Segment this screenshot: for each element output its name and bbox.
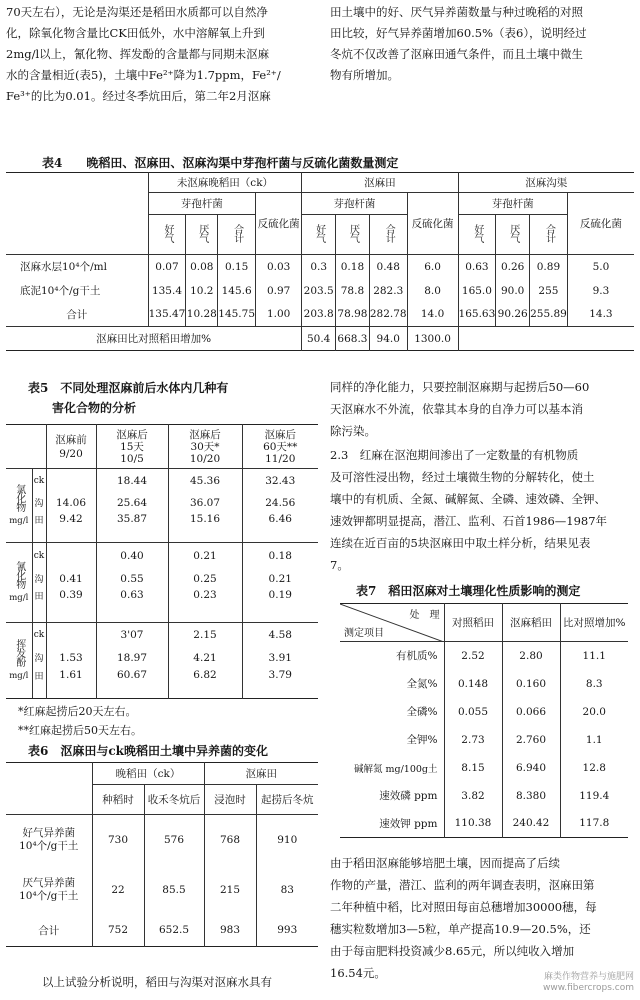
header-line: 10/20 (189, 452, 221, 465)
table-cell: 8.3 (585, 677, 603, 690)
table-cell: 4.21 (168, 647, 242, 669)
table-cell: 0.89 (530, 255, 568, 279)
corner-top-label: 处 理 (409, 610, 440, 621)
text-line: 由于稻田沤麻能够培肥土壤，因而提高了后续 (330, 856, 560, 870)
table7-col-header: 沤麻稻田 (502, 604, 560, 642)
table-cell: 9.42 (46, 513, 96, 543)
table-cell: 22 (92, 865, 144, 915)
table-cell: 20.0 (582, 705, 606, 718)
table4-leaf-header: 合计 (543, 224, 555, 242)
table-cell: 45.36 (168, 469, 242, 493)
label-line: 厌气异养菌 (22, 876, 75, 889)
table-cell: 6.940 (502, 754, 560, 782)
table4-row-label: 沤麻水层10⁴个/ml (6, 255, 148, 279)
header-line: 沤麻后 (116, 428, 148, 441)
table-cell: 0.18 (268, 549, 292, 562)
text-line: 同样的净化能力，只要控制沤麻期与起捞后50—60 (330, 380, 590, 394)
table-cell: 2.80 (502, 642, 560, 670)
table-cell: 1300.0 (407, 327, 458, 351)
watermark (543, 972, 634, 994)
table-row (340, 810, 628, 838)
table7-title: 表7 稻田沤麻对土壤理化性质影响的测定 (356, 584, 581, 598)
table4-leaf-header: 厌气 (196, 224, 208, 242)
group-unit: mg/l (9, 516, 29, 526)
table-row (6, 569, 318, 589)
table-cell: 0.08 (186, 255, 218, 279)
watermark-line: www.fibercrops.com (543, 983, 634, 993)
table4-group-header: 沤麻沟渠 (458, 173, 634, 193)
table-cell: 0.23 (168, 589, 242, 623)
header-line: 15天 (120, 440, 144, 453)
table-cell: 910 (277, 833, 298, 846)
table5-title (28, 378, 228, 418)
table-cell: 0.63 (96, 589, 168, 623)
header-line: 9/20 (59, 447, 83, 460)
label-line: 10⁴个/g干土 (19, 839, 79, 852)
table-cell: 83 (280, 883, 294, 896)
table4-leaf-header: 厌气 (347, 224, 359, 242)
table6-sub-header: 种稻时 (92, 785, 144, 815)
table-cell (46, 623, 96, 647)
table-cell: 78.98 (336, 303, 370, 327)
table-cell: 3.82 (444, 782, 502, 810)
table-cell: 2.760 (502, 726, 560, 754)
table-cell: 752 (92, 915, 144, 947)
table4-sub-header: 反硫化菌 (579, 218, 622, 230)
table-cell: 6.82 (168, 669, 242, 699)
text-line: 田比较，好气异养菌增加60.5%（表6），说明经过 (330, 26, 587, 40)
text-line: 连续在近百亩的5块沤麻田中取土样分析，结果见表 (330, 536, 591, 550)
table-cell: 11.1 (582, 649, 606, 662)
table6-row-label: 合计 (6, 915, 92, 947)
header-line: 10/5 (120, 452, 144, 465)
table-row (340, 782, 628, 810)
table-row (340, 754, 628, 782)
table4-title: 表4 晚稻田、沤麻田、沤麻沟渠中芽孢杆菌与反硫化菌数量测定 (42, 156, 399, 170)
table6 (6, 762, 318, 947)
corner-bottom-label: 测定项目 (344, 628, 384, 639)
table6-group-header: 晚稻田（ck） (92, 763, 204, 785)
table7-row-label: 全氮% (340, 670, 444, 698)
top-left-paragraph (6, 2, 318, 107)
table-cell: 0.25 (168, 569, 242, 589)
table-cell: 145.6 (218, 279, 256, 303)
table-row (6, 647, 318, 669)
table-cell: 2.15 (168, 623, 242, 647)
table-cell: 1.1 (585, 733, 603, 746)
table6-group-header: 沤麻田 (204, 763, 318, 785)
table7-row-label: 速效钾 ppm (340, 810, 444, 838)
table-cell: 10.28 (186, 303, 218, 327)
table-cell: 145.75 (218, 303, 256, 327)
table-cell: 215 (204, 865, 256, 915)
table-cell: 240.42 (502, 810, 560, 838)
table-cell: 0.21 (168, 543, 242, 569)
text-line: 除污染。 (330, 424, 376, 438)
group-name: 挥发酚 (13, 639, 25, 666)
table6-sub-header: 收禾冬炕后 (144, 785, 204, 815)
table7-row-label: 速效磷 ppm (340, 782, 444, 810)
table4-sub-header: 反硫化菌 (256, 193, 302, 255)
header-line: 沤麻前 (55, 433, 87, 446)
header-line: 11/20 (265, 452, 296, 465)
table-cell: 1.00 (256, 303, 302, 327)
table-cell: 0.3 (302, 255, 336, 279)
table-cell: 0.15 (218, 255, 256, 279)
table-row (6, 279, 634, 303)
header-line: 沤麻后 (264, 428, 296, 441)
table-cell: 25.64 (96, 493, 168, 513)
table5-col-header (242, 425, 318, 469)
table-cell: 32.43 (265, 474, 296, 487)
table5-sub-label: 田 (32, 669, 46, 699)
table-cell: 6.46 (268, 512, 292, 525)
table4-leaf-header: 合计 (383, 224, 395, 242)
table-cell: 0.07 (148, 255, 186, 279)
label-line: 10⁴个/g干土 (19, 889, 79, 902)
table5-col-header (168, 425, 242, 469)
mid-right-paragraph-1 (330, 376, 636, 442)
table-row (340, 726, 628, 754)
table-row (6, 255, 634, 279)
table-cell (46, 543, 96, 569)
table-cell: 8.15 (444, 754, 502, 782)
table-cell: 2.73 (444, 726, 502, 754)
text-line: 及可溶性浸出物，经过土壤微生物的分解转化，使土 (330, 470, 595, 484)
table-cell: 282.3 (369, 279, 407, 303)
table5-sub-label: 田 (32, 589, 46, 623)
table5-group-label (6, 623, 32, 699)
table4-leaf-header: 厌气 (507, 224, 519, 242)
table-row (340, 642, 628, 670)
table-cell: 3'07 (96, 623, 168, 647)
table-cell: 0.63 (458, 255, 496, 279)
table-cell: 2.52 (444, 642, 502, 670)
table-cell: 0.41 (46, 569, 96, 589)
header-line: 30天* (190, 440, 220, 453)
table-cell: 1.61 (46, 669, 96, 699)
table7-col-header: 对照稻田 (444, 604, 502, 642)
table5-note: *红麻起捞后20天左右。 (18, 705, 137, 718)
text-line: 速效钾都明显提高，潜江、监利、石首1986—1987年 (330, 514, 608, 528)
table5-sub-label: 沟 (32, 493, 46, 513)
text-line: 穗实粒数增加3—5粒，单产提高10.9—20.5%，还 (330, 922, 591, 936)
text-line: Fe³⁺的比为0.01。经过冬季炕田后，第二年2月沤麻 (6, 89, 271, 103)
text-line: 物有所增加。 (330, 68, 399, 82)
table-cell: 5.0 (592, 260, 610, 273)
table-cell: 90.26 (496, 303, 530, 327)
table7-row-label: 碱解氮 mg/100g土 (340, 754, 444, 782)
table7-row-label: 全磷% (340, 698, 444, 726)
group-unit: mg/l (9, 593, 29, 603)
table-cell: 165.0 (458, 279, 496, 303)
text-line: 16.54元。 (330, 966, 386, 980)
label-line: 好气异养菌 (22, 826, 75, 839)
top-right-paragraph (330, 2, 636, 86)
table-cell: 768 (204, 815, 256, 865)
table-cell: 15.16 (168, 513, 242, 543)
table-cell: 8.0 (407, 279, 458, 303)
table4-leaf-header: 好气 (313, 224, 325, 242)
table-cell: 0.97 (256, 279, 302, 303)
mid-right-paragraph-2 (330, 444, 636, 576)
table-cell: 14.3 (589, 308, 613, 321)
watermark-line: 麻类作物营养与施肥网 (543, 972, 634, 982)
group-unit: mg/l (9, 671, 29, 681)
text-line: 7。 (330, 558, 349, 572)
table-cell: 0.19 (268, 588, 292, 601)
table-cell: 18.44 (96, 469, 168, 493)
table-cell: 0.066 (502, 698, 560, 726)
table-cell: 117.8 (579, 817, 610, 830)
table7-corner-cell (340, 604, 444, 642)
table-cell: 14.06 (46, 493, 96, 513)
table6-sub-header: 起捞后冬炕 (261, 794, 314, 806)
table-row (6, 669, 318, 699)
table-cell: 0.55 (96, 569, 168, 589)
text-line: 二年种植中稻，比对照田每亩总穗增加30000穗，每 (330, 900, 597, 914)
text-line: 由于每亩肥料投资减少8.65元，所以纯收入增加 (330, 944, 575, 958)
table5-group-label (6, 469, 32, 543)
table-cell: 3.79 (268, 668, 292, 681)
table4-group-header: 未沤麻晚稻田（ck） (148, 173, 302, 193)
table4-leaf-header: 好气 (161, 224, 173, 242)
table5-notes (18, 702, 142, 740)
table-cell: 4.58 (268, 628, 292, 641)
text-line: 2mg/l以上，氰化物、挥发酚的含量都与同期未沤麻 (6, 47, 270, 61)
table-cell: 110.38 (444, 810, 502, 838)
table-cell: 24.56 (265, 496, 296, 509)
table-cell: 94.0 (369, 327, 407, 351)
table-cell: 0.26 (496, 255, 530, 279)
table5-sub-label: ck (32, 623, 46, 647)
text-line: 作物的产量，潜江、监利的两年调查表明，沤麻田第 (330, 878, 595, 892)
table-row (6, 327, 634, 351)
table6-sub-header: 浸泡时 (204, 785, 256, 815)
table-cell: 14.0 (407, 303, 458, 327)
table-cell: 119.4 (579, 789, 610, 802)
table4-group-header: 沤麻田 (302, 173, 458, 193)
table7-row-label: 有机质% (340, 642, 444, 670)
table-cell: 36.07 (168, 493, 242, 513)
table-cell: 78.8 (336, 279, 370, 303)
table-cell: 165.63 (458, 303, 496, 327)
table5-col-header (96, 425, 168, 469)
text-line: 70天左右），无论是沟渠还是稻田水质都可以自然净 (6, 5, 268, 19)
table-cell: 282.78 (369, 303, 407, 327)
table4-leaf-header: 合计 (231, 224, 243, 242)
table-cell: 255 (530, 279, 568, 303)
table-row (6, 513, 318, 543)
table-cell: 135.4 (148, 279, 186, 303)
table-cell: 10.2 (186, 279, 218, 303)
table-row (6, 493, 318, 513)
table-cell: 255.89 (530, 303, 568, 327)
table-cell: 12.8 (582, 761, 606, 774)
table-cell: 0.18 (336, 255, 370, 279)
table-row (340, 698, 628, 726)
table5-group-label (6, 543, 32, 623)
text-line: 壤中的有机质、全氮、碱解氮、全磷、速效磷、全钾、 (330, 492, 606, 506)
table-cell: 8.380 (502, 782, 560, 810)
table-row (6, 303, 634, 327)
table5-sub-label: 田 (32, 513, 46, 543)
table-cell: 35.87 (96, 513, 168, 543)
text-line: 2.3 红麻在沤泡期间渗出了一定数量的有机物质 (330, 448, 579, 462)
table6-row-label (6, 815, 92, 865)
table4-sub-header: 芽孢杆菌 (458, 193, 567, 215)
group-name: 氯化物 (13, 484, 25, 511)
table-cell: 135.47 (148, 303, 186, 327)
table7-row-label: 全钾% (340, 726, 444, 754)
table5-col-header (46, 425, 96, 469)
table-cell: 203.5 (302, 279, 336, 303)
table6-row-label (6, 865, 92, 915)
table-cell: 668.3 (336, 327, 370, 351)
table5-title-line: 表5 不同处理沤麻前后水体内几种有 (28, 381, 229, 395)
table-cell: 0.39 (46, 589, 96, 623)
table4 (6, 172, 634, 351)
table-cell: 0.148 (444, 670, 502, 698)
table7-col-header: 比对照增加% (563, 617, 626, 629)
table-cell: 993 (277, 924, 298, 937)
table-cell: 0.21 (268, 572, 292, 585)
header-line: 60天** (263, 440, 298, 453)
table-row (6, 865, 318, 915)
table-row (6, 543, 318, 569)
text-line: 冬炕不仅改善了沤麻田通气条件，而且土壤中微生 (330, 47, 583, 61)
table7 (340, 603, 628, 838)
table-cell: 50.4 (302, 327, 336, 351)
table4-row-label: 底泥10⁴个/g干土 (6, 279, 148, 303)
table-cell: 576 (144, 815, 204, 865)
table5-note: **红麻起捞后50天左右。 (18, 724, 142, 737)
table-cell: 90.0 (496, 279, 530, 303)
bottom-left-paragraph: 以上试验分析说明，稻田与沟渠对沤麻水具有 (42, 975, 272, 989)
table-cell: 0.03 (256, 255, 302, 279)
table-cell (46, 469, 96, 493)
table-row (6, 915, 318, 947)
table-cell: 983 (204, 915, 256, 947)
header-line: 沤麻后 (189, 428, 221, 441)
bottom-right-paragraph (330, 852, 636, 984)
table5-sub-label: ck (32, 469, 46, 493)
table6-title: 表6 沤麻田与ck晚稻田土壤中异养菌的变化 (28, 744, 268, 758)
table5-title-line: 害化合物的分析 (28, 401, 137, 415)
text-line: 田土壤中的好、厌气异养菌数量与种过晚稻的对照 (330, 5, 583, 19)
table-cell: 730 (92, 815, 144, 865)
table-row (6, 469, 318, 493)
text-line: 天沤麻水不外流，依靠其本身的自净力可以基本消 (330, 402, 583, 416)
table4-sub-header: 芽孢杆菌 (302, 193, 407, 215)
text-line: 化，除氧化物含量比CK田低外，水中溶解氧上升到 (6, 26, 265, 40)
table4-compare-label: 沤麻田比对照稻田增加% (6, 327, 302, 351)
table-cell: 652.5 (144, 915, 204, 947)
table4-leaf-header: 好气 (471, 224, 483, 242)
table5 (6, 424, 318, 699)
table-cell: 18.97 (96, 647, 168, 669)
table-cell: 0.40 (96, 543, 168, 569)
table-cell: 85.5 (144, 865, 204, 915)
table4-sub-header: 反硫化菌 (407, 193, 458, 255)
table-cell: 1.53 (46, 647, 96, 669)
table-row (6, 815, 318, 865)
table-cell: 0.160 (502, 670, 560, 698)
table-row (6, 623, 318, 647)
table-cell: 6.0 (407, 255, 458, 279)
table-cell: 0.48 (369, 255, 407, 279)
table-row (6, 589, 318, 623)
table5-sub-label: 沟 (32, 569, 46, 589)
table4-row-label: 合计 (6, 303, 148, 327)
group-name: 氰化物 (13, 561, 25, 588)
table4-sub-header: 芽孢杆菌 (148, 193, 255, 215)
table-cell: 3.91 (268, 651, 292, 664)
table-cell: 60.67 (96, 669, 168, 699)
table-cell: 203.8 (302, 303, 336, 327)
text-line: 水的含量相近(表5)，土壤中Fe²⁺降为1.7ppm，Fe²⁺/ (6, 68, 281, 82)
table-cell: 9.3 (592, 284, 610, 297)
table5-sub-label: 沟 (32, 647, 46, 669)
table5-sub-label: ck (32, 543, 46, 569)
table-row (340, 670, 628, 698)
table-cell: 0.055 (444, 698, 502, 726)
